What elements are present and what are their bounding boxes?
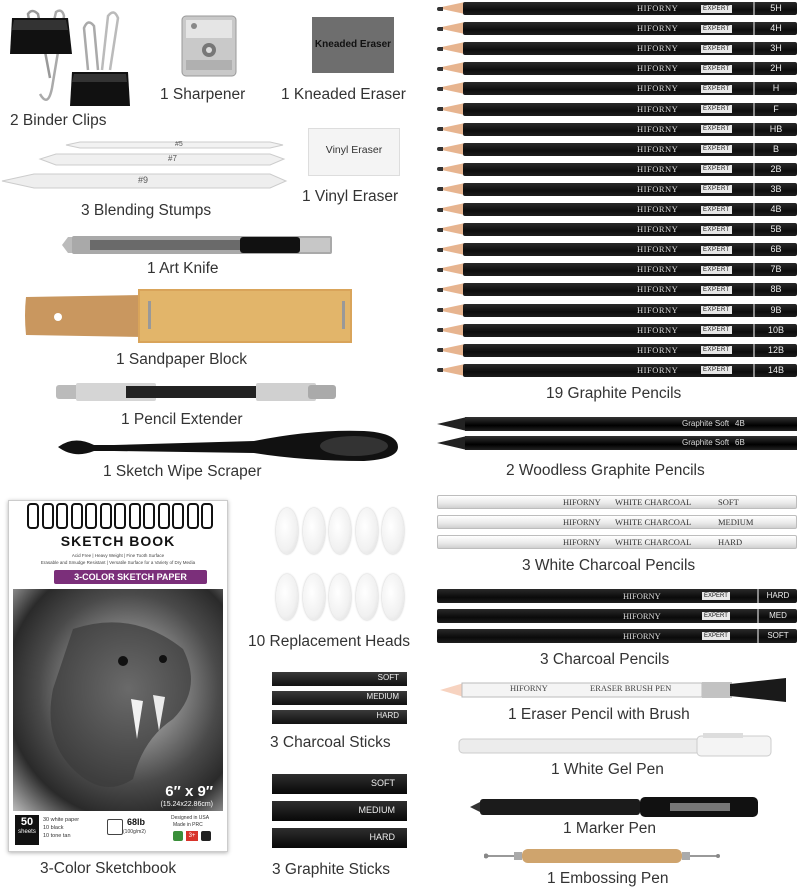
pencil-lead: [437, 328, 443, 332]
pencil-expert: EXPERT: [703, 126, 730, 133]
graphite-pencil: [437, 62, 797, 75]
pencil-brand: HIFORNY: [637, 183, 679, 194]
replacement-head: [382, 508, 404, 554]
pencil-brand: HIFORNY: [637, 364, 679, 375]
charcoal-pencil: [437, 629, 797, 643]
sketchbook-caption: 3-Color Sketchbook: [40, 860, 177, 877]
graphite-sticks-caption: 3 Graphite Sticks: [272, 861, 391, 878]
kneaded-eraser-image: [312, 17, 394, 73]
charcoal-grade: HARD: [757, 589, 797, 603]
charcoal-pencil: [437, 609, 797, 623]
pencil-lead: [437, 7, 443, 11]
spiral-coil: [114, 503, 126, 529]
pencil-extender-image: [56, 381, 336, 403]
replacement-head: [329, 508, 351, 554]
white-charcoal-pencil: [437, 495, 797, 509]
pencil-expert: EXPERT: [703, 246, 730, 253]
spiral-coil: [100, 503, 112, 529]
pencil-lead: [437, 47, 443, 51]
white-charcoal-brand: HIFORNY: [563, 517, 601, 527]
woodless-label: Graphite Soft: [682, 419, 730, 428]
sharpener-caption: 1 Sharpener: [160, 86, 246, 103]
woodless-pencil: [437, 436, 797, 450]
white-charcoal-grade: SOFT: [718, 497, 739, 507]
pencil-brand: HIFORNY: [637, 23, 679, 34]
pencil-grade: HB: [753, 123, 797, 136]
pencil-body: [463, 263, 797, 276]
spiral-coil: [71, 503, 83, 529]
pencil-brand: HIFORNY: [637, 143, 679, 154]
graphite-pencil: [437, 324, 797, 337]
pencil-expert: EXPERT: [703, 266, 730, 273]
pencil-brand: HIFORNY: [637, 43, 679, 54]
pencil-expert: EXPERT: [703, 186, 730, 193]
charcoal-stick-grade: HARD: [376, 711, 399, 720]
sketchbook-features-1: Acid Free | Heavy Weight | Fine Tooth Surface: [71, 553, 165, 558]
pencil-expert: EXPERT: [703, 166, 730, 173]
pencil-grade: 9B: [753, 304, 797, 317]
sketchbook-weight: 68lb: [127, 817, 146, 827]
eraser-pencil-caption: 1 Eraser Pencil with Brush: [508, 706, 690, 723]
graphite-pencil: [437, 364, 797, 377]
pencil-body: [463, 143, 797, 156]
binder-clips-image: [10, 8, 130, 108]
pencil-expert: EXPERT: [703, 85, 730, 92]
graphite-pencil: [437, 2, 797, 15]
spiral-coil: [187, 503, 199, 529]
charcoal-stick: [272, 672, 407, 686]
sketchbook-size-cm: (15.24x22.86cm): [160, 801, 213, 808]
paper-line-1: 30 white paper: [43, 817, 80, 823]
graphite-pencil: [437, 263, 797, 276]
woodless-pencils-caption: 2 Woodless Graphite Pencils: [506, 462, 705, 479]
designed-in: Designed in USA: [171, 815, 210, 821]
graphite-pencil: [437, 143, 797, 156]
pencil-extender-caption: 1 Pencil Extender: [121, 411, 243, 428]
package-icon: [201, 831, 211, 841]
pencil-lead: [437, 147, 443, 151]
sketchbook-cover: [8, 500, 228, 852]
pencil-lead: [437, 268, 443, 272]
pencil-expert: EXPERT: [703, 327, 730, 334]
charcoal-stick: [272, 710, 407, 724]
spiral-coil: [27, 503, 39, 529]
stump-5-label: #5: [175, 141, 183, 148]
pencil-lead: [437, 208, 443, 212]
replacement-heads-caption: 10 Replacement Heads: [248, 633, 410, 650]
white-charcoal-brand: HIFORNY: [563, 537, 601, 547]
spiral-coil: [85, 503, 97, 529]
sketchbook-illustration: [13, 589, 223, 811]
charcoal-brand: HIFORNY: [623, 591, 661, 601]
charcoal-brand: HIFORNY: [623, 611, 661, 621]
replacement-head: [276, 508, 298, 554]
white-gel-pen-image: [457, 733, 773, 759]
spiral-coil: [56, 503, 68, 529]
eraser-pencil-image: [440, 678, 790, 702]
pencil-grade: 4H: [753, 22, 797, 35]
art-knife-image: [62, 233, 334, 257]
sketchbook-size: 6″ x 9″: [165, 783, 213, 800]
pencil-brand: HIFORNY: [637, 3, 679, 13]
pencil-grade: 2B: [753, 163, 797, 176]
pencil-brand: HIFORNY: [637, 344, 679, 355]
vinyl-eraser-label: Vinyl Eraser: [325, 144, 383, 156]
pencil-lead: [437, 127, 443, 131]
pencil-body: [463, 163, 797, 176]
sketchbook-banner: 3-COLOR SKETCH PAPER: [54, 570, 207, 584]
graphite-pencil: [437, 344, 797, 357]
pencil-lead: [437, 348, 443, 352]
pencil-lead: [437, 67, 443, 71]
graphite-pencil: [437, 223, 797, 236]
graphite-pencil: [437, 163, 797, 176]
art-knife-caption: 1 Art Knife: [147, 260, 219, 277]
pencil-grade: 7B: [753, 263, 797, 276]
graphite-pencil: [437, 42, 797, 55]
pencil-body: [463, 223, 797, 236]
embossing-pen-image: [484, 846, 720, 866]
white-charcoal-name: WHITE CHARCOAL: [615, 497, 692, 507]
graphite-pencil: [437, 22, 797, 35]
pencil-grade: 14B: [753, 364, 797, 377]
pencil-grade: 3H: [753, 42, 797, 55]
charcoal-grade: SOFT: [757, 629, 797, 643]
pencil-grade: 2H: [753, 62, 797, 75]
kneaded-eraser-caption: 1 Kneaded Eraser: [281, 86, 406, 103]
pencil-body: [463, 82, 797, 95]
graphite-stick: [272, 828, 407, 848]
pencil-expert: EXPERT: [703, 206, 730, 213]
graphite-pencil: [437, 123, 797, 136]
replacement-head: [276, 574, 298, 620]
replacement-head: [303, 508, 325, 554]
pencil-body: [463, 22, 797, 35]
spiral-coil: [201, 503, 213, 529]
charcoal-expert: EXPERT: [704, 633, 728, 639]
pencil-body: [463, 243, 797, 256]
white-charcoal-pencil: [437, 535, 797, 549]
pencil-brand: HIFORNY: [637, 123, 679, 134]
white-charcoal-grade: HARD: [718, 537, 743, 547]
weight-icon: [107, 819, 123, 835]
pencil-grade: B: [753, 143, 797, 156]
replacement-head: [382, 574, 404, 620]
pencil-body: [463, 304, 797, 317]
spiral-coil: [158, 503, 170, 529]
spiral-coil: [42, 503, 54, 529]
woodless-grade: 4B: [735, 419, 745, 428]
charcoal-pencils-caption: 3 Charcoal Pencils: [540, 651, 670, 668]
sandpaper-block-image: [24, 287, 354, 345]
sharpener-image: [178, 12, 240, 80]
pencil-expert: EXPERT: [703, 307, 730, 313]
graphite-pencil: [437, 183, 797, 196]
pencil-grade: 8B: [753, 283, 797, 296]
pencil-grade: 3B: [753, 183, 797, 196]
marker-pen-image: [470, 793, 760, 821]
pencil-brand: HIFORNY: [637, 83, 679, 94]
graphite-stick: [272, 774, 407, 794]
charcoal-expert: EXPERT: [704, 613, 728, 619]
woodless-pencil: [437, 417, 797, 431]
pencil-body: [463, 123, 797, 136]
charcoal-brand: HIFORNY: [623, 631, 661, 641]
pencil-grade: 10B: [753, 324, 797, 337]
pencil-lead: [437, 107, 443, 111]
sketchbook-features-2: Erasable and Smudge Resistant | Versatile Surface for a Variety of Dry Media: [40, 560, 196, 565]
pencil-expert: EXPERT: [703, 5, 730, 12]
made-in: Made in PRC: [173, 822, 203, 828]
pencil-grade: 6B: [753, 243, 797, 256]
vinyl-eraser-image: [308, 128, 400, 176]
replacement-head: [356, 574, 378, 620]
pencil-lead: [437, 87, 443, 91]
pencil-body: [463, 203, 797, 216]
blending-stumps-image: [0, 138, 290, 196]
pencil-expert: EXPERT: [703, 146, 730, 153]
pencil-brand: HIFORNY: [637, 163, 679, 174]
graphite-pencil: [437, 243, 797, 256]
pencil-expert: EXPERT: [703, 65, 730, 72]
replacement-head: [303, 574, 325, 620]
pencil-lead: [437, 27, 443, 31]
paper-line-3: 10 tone tan: [43, 833, 71, 839]
pencil-body: [463, 324, 797, 337]
graphite-pencils-caption: 19 Graphite Pencils: [546, 385, 682, 402]
white-charcoal-caption: 3 White Charcoal Pencils: [522, 557, 696, 574]
marker-pen-caption: 1 Marker Pen: [563, 820, 657, 837]
pencil-body: [463, 283, 797, 296]
pencil-grade: H: [753, 82, 797, 95]
embossing-pen-caption: 1 Embossing Pen: [547, 870, 669, 887]
eraser-pencil-brand: HIFORNY: [510, 683, 548, 693]
pencil-body: [463, 2, 797, 15]
pencil-brand: HIFORNY: [637, 264, 679, 275]
graphite-pencil: [437, 203, 797, 216]
graphite-pencil: [437, 304, 797, 317]
graphite-stick-grade: MEDIUM: [358, 805, 395, 815]
kneaded-eraser-label: Kneaded Eraser: [314, 39, 392, 50]
charcoal-stick-grade: MEDIUM: [366, 692, 399, 701]
sketchbook-weight-gsm: (100g/m2): [123, 829, 146, 835]
pencil-expert: EXPERT: [703, 106, 730, 112]
recycle-icon: [173, 831, 183, 841]
white-charcoal-brand: HIFORNY: [563, 497, 601, 507]
pencil-body: [463, 364, 797, 377]
pencil-expert: EXPERT: [703, 286, 730, 293]
pencil-expert: EXPERT: [703, 25, 730, 32]
sketchbook-sheets-badge: [15, 815, 39, 845]
pencil-brand: HIFORNY: [637, 224, 679, 235]
pencil-expert: EXPERT: [703, 367, 730, 374]
pencil-grade: 5B: [753, 223, 797, 236]
sketchbook-title: SKETCH BOOK: [60, 533, 176, 549]
pencil-expert: EXPERT: [703, 45, 730, 52]
pencil-body: [463, 103, 797, 116]
charcoal-pencil: [437, 589, 797, 603]
pencil-brand: HIFORNY: [637, 103, 679, 114]
pencil-grade: 5H: [753, 2, 797, 15]
pencil-grade: F: [753, 103, 797, 116]
pencil-lead: [437, 187, 443, 191]
charcoal-sticks-caption: 3 Charcoal Sticks: [270, 734, 391, 751]
sketch-wipe-scraper-caption: 1 Sketch Wipe Scraper: [103, 463, 262, 480]
graphite-pencil: [437, 82, 797, 95]
pencil-brand: HIFORNY: [637, 63, 679, 74]
blending-stumps-caption: 3 Blending Stumps: [81, 202, 212, 219]
white-charcoal-name: WHITE CHARCOAL: [615, 537, 692, 547]
eraser-pencil-name: ERASER BRUSH PEN: [590, 683, 672, 693]
pencil-lead: [437, 248, 443, 252]
pencil-brand: HIFORNY: [637, 324, 679, 335]
pencil-grade: 12B: [753, 344, 797, 357]
graphite-pencil: [437, 103, 797, 116]
graphite-stick: [272, 801, 407, 821]
stump-7-label: #7: [168, 154, 177, 163]
replacement-head: [356, 508, 378, 554]
white-charcoal-name: WHITE CHARCOAL: [615, 517, 692, 527]
charcoal-stick-grade: SOFT: [377, 673, 399, 682]
stump-9-label: #9: [138, 175, 149, 185]
replacement-head: [329, 574, 351, 620]
pencil-lead: [437, 288, 443, 292]
pencil-expert: EXPERT: [703, 347, 730, 354]
woodless-label: Graphite Soft: [682, 438, 730, 447]
pencil-lead: [437, 228, 443, 232]
graphite-pencil: [437, 283, 797, 296]
sheets-number: 50: [20, 816, 34, 828]
charcoal-stick: [272, 691, 407, 705]
pencil-lead: [437, 308, 443, 312]
pencil-brand: HIFORNY: [637, 204, 679, 214]
charcoal-expert: EXPERT: [704, 593, 728, 599]
spiral-coil: [172, 503, 184, 529]
pencil-grade: 4B: [753, 203, 797, 216]
sandpaper-block-caption: 1 Sandpaper Block: [116, 351, 247, 368]
pencil-expert: EXPERT: [703, 226, 730, 233]
charcoal-grade: MED: [757, 609, 797, 623]
pencil-body: [463, 183, 797, 196]
pencil-brand: HIFORNY: [637, 244, 679, 255]
paper-line-2: 10 black: [43, 825, 64, 831]
age-badge: 3+: [186, 831, 198, 841]
white-gel-pen-caption: 1 White Gel Pen: [551, 761, 664, 778]
graphite-stick-grade: SOFT: [371, 778, 395, 788]
white-charcoal-grade: MEDIUM: [718, 517, 754, 527]
spiral-coil: [129, 503, 141, 529]
sheets-word: sheets: [18, 829, 36, 835]
woodless-grade: 6B: [735, 438, 745, 447]
pencil-lead: [437, 368, 443, 372]
pencil-body: [463, 62, 797, 75]
pencil-body: [463, 344, 797, 357]
spiral-coil: [143, 503, 155, 529]
pencil-brand: HIFORNY: [637, 304, 679, 315]
binder-clips-caption: 2 Binder Clips: [10, 112, 107, 129]
sketch-wipe-scraper-image: [54, 425, 400, 465]
white-charcoal-pencil: [437, 515, 797, 529]
pencil-lead: [437, 167, 443, 171]
pencil-brand: HIFORNY: [637, 284, 679, 295]
vinyl-eraser-caption: 1 Vinyl Eraser: [302, 188, 399, 205]
pencil-body: [463, 42, 797, 55]
graphite-stick-grade: HARD: [369, 832, 395, 842]
